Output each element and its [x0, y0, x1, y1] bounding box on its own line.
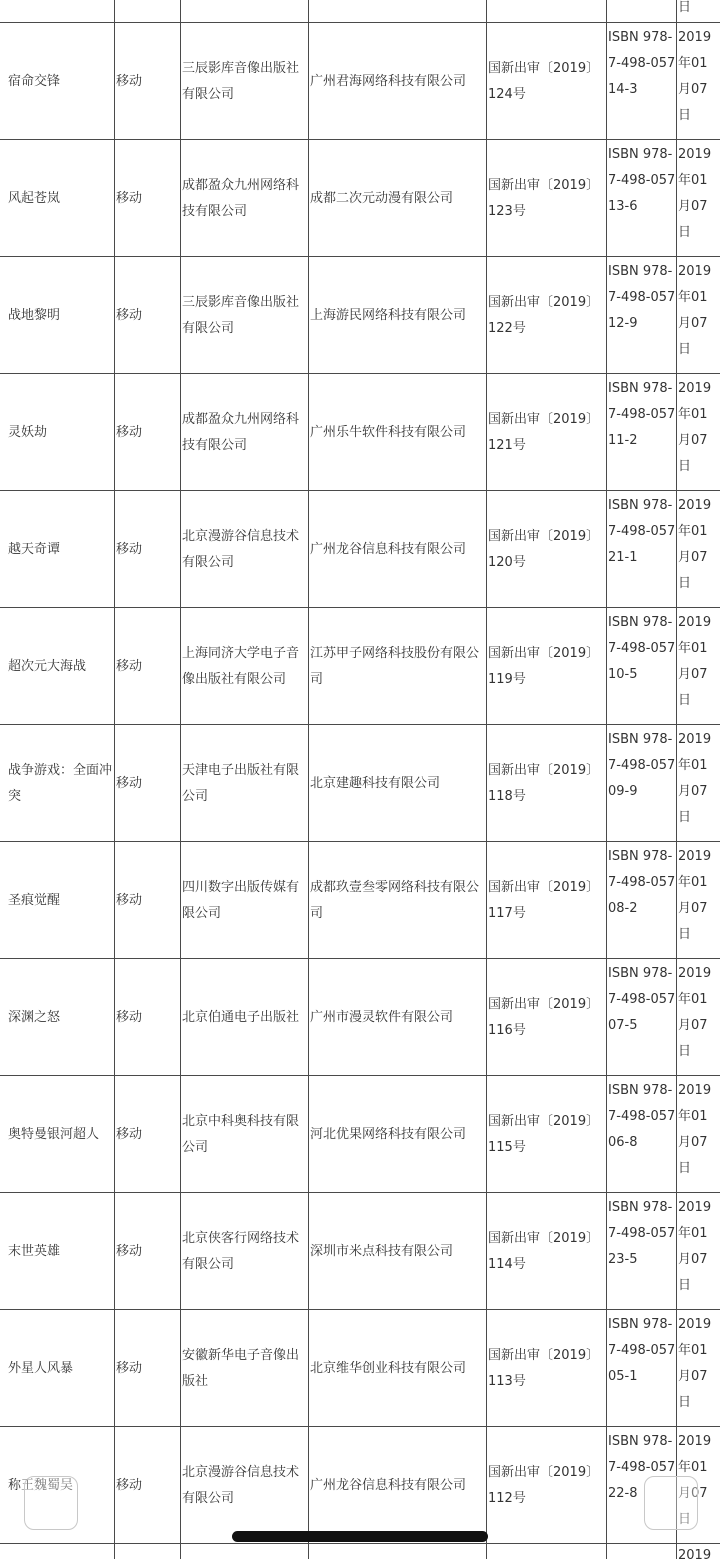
approval-number-cell-text: 国新出审〔2019〕113号 — [488, 1347, 600, 1389]
approval-date-cell — [678, 842, 720, 959]
platform-cell — [116, 23, 180, 140]
isbn-cell-text: ISBN 978-7-498-05714-3 — [608, 30, 676, 97]
approval-date-cell-text: 2019年01月07日 — [678, 1083, 712, 1176]
isbn-cell — [608, 491, 676, 608]
platform-cell — [116, 374, 180, 491]
table-row — [0, 1193, 720, 1310]
operator-cell — [310, 257, 486, 374]
publisher-cell-text: 四川数字出版传媒有限公司 — [182, 879, 300, 921]
game-name-cell — [8, 1310, 114, 1427]
game-name-cell — [8, 725, 114, 842]
table-row — [0, 725, 720, 842]
approval-number-cell-text: 国新出审〔2019〕117号 — [488, 879, 600, 921]
approval-date-cell — [678, 1193, 720, 1310]
isbn-cell — [608, 257, 676, 374]
operator-cell — [310, 23, 486, 140]
game-name-cell-text: 战地黎明 — [8, 307, 61, 323]
publisher-cell — [182, 257, 306, 374]
operator-cell — [310, 491, 486, 608]
row-divider — [0, 1543, 720, 1544]
platform-cell — [116, 491, 180, 608]
operator-cell-text: 广州乐牛软件科技有限公司 — [310, 424, 467, 440]
platform-cell-text: 移动 — [116, 1126, 143, 1142]
table-row — [0, 1427, 720, 1544]
approval-date-cell-text: 2019年01月07日 — [678, 849, 712, 942]
table-row — [0, 608, 720, 725]
platform-cell — [116, 842, 180, 959]
operator-cell-text: 广州君海网络科技有限公司 — [310, 73, 467, 89]
approval-number-cell — [488, 1193, 606, 1310]
operator-cell — [310, 1310, 486, 1427]
table-row — [0, 23, 720, 140]
approval-date-cell-text: 2019年01月07日 — [678, 264, 712, 357]
isbn-cell-text: ISBN 978-7-498-05723-5 — [608, 1200, 676, 1267]
platform-cell-text: 移动 — [116, 658, 143, 674]
operator-cell-text: 成都二次元动漫有限公司 — [310, 190, 454, 206]
platform-cell-text: 移动 — [116, 1243, 143, 1259]
publisher-cell-text: 安徽新华电子音像出版社 — [182, 1347, 300, 1389]
approval-number-cell — [488, 725, 606, 842]
isbn-cell — [608, 725, 676, 842]
isbn-cell — [608, 1310, 676, 1427]
approval-number-cell — [488, 491, 606, 608]
approval-date-cell — [678, 23, 720, 140]
approval-number-cell-text: 国新出审〔2019〕115号 — [488, 1113, 600, 1155]
platform-cell — [116, 1427, 180, 1544]
table-row — [0, 374, 720, 491]
approval-date-cell — [678, 608, 720, 725]
approval-date-cell — [678, 959, 720, 1076]
publisher-cell — [182, 1076, 306, 1193]
isbn-cell-text: ISBN 978-7-498-05710-5 — [608, 615, 676, 682]
publisher-cell-text: 北京中科奥科技有限公司 — [182, 1113, 300, 1155]
publisher-cell-text: 三辰影库音像出版社有限公司 — [182, 60, 300, 102]
isbn-cell-text: ISBN 978-7-498-05713-6 — [608, 147, 676, 214]
publisher-cell — [182, 140, 306, 257]
platform-cell-text: 移动 — [116, 190, 143, 206]
operator-cell — [310, 140, 486, 257]
approval-number-cell-text: 国新出审〔2019〕112号 — [488, 1464, 600, 1506]
operator-cell — [310, 608, 486, 725]
approval-date-cell — [678, 140, 720, 257]
publisher-cell — [182, 23, 306, 140]
platform-cell-text: 移动 — [116, 541, 143, 557]
game-name-cell — [8, 959, 114, 1076]
approval-date-cell-text: 2019年01月07日 — [678, 615, 712, 708]
game-name-cell-text: 外星人风暴 — [8, 1360, 74, 1376]
isbn-cell — [608, 842, 676, 959]
approval-number-cell-text: 国新出审〔2019〕119号 — [488, 645, 600, 687]
operator-cell — [310, 725, 486, 842]
publisher-cell — [182, 374, 306, 491]
isbn-cell — [608, 374, 676, 491]
platform-cell-text: 移动 — [116, 1477, 143, 1493]
partial-date-cell: 2019 — [678, 1548, 712, 1559]
platform-cell-text: 移动 — [116, 73, 143, 89]
publisher-cell — [182, 842, 306, 959]
approval-date-cell-text: 2019年01月07日 — [678, 30, 712, 123]
game-name-cell-text: 奥特曼银河超人 — [8, 1126, 100, 1142]
approval-number-cell-text: 国新出审〔2019〕121号 — [488, 411, 600, 453]
game-name-cell — [8, 1076, 114, 1193]
isbn-cell-text: ISBN 978-7-498-05708-2 — [608, 849, 676, 916]
game-name-cell — [8, 257, 114, 374]
isbn-cell — [608, 959, 676, 1076]
approval-date-cell-text: 2019年01月07日 — [678, 498, 712, 591]
partial-date-cell: 日 — [678, 0, 692, 15]
floating-menu-button[interactable] — [644, 1476, 698, 1530]
game-name-cell — [8, 23, 114, 140]
operator-cell — [310, 842, 486, 959]
publisher-cell — [182, 959, 306, 1076]
approval-date-cell-text: 2019年01月07日 — [678, 381, 712, 474]
publisher-cell-text: 成都盈众九州网络科技有限公司 — [182, 177, 300, 219]
publisher-cell — [182, 491, 306, 608]
publisher-cell — [182, 1193, 306, 1310]
operator-cell — [310, 1076, 486, 1193]
game-name-cell — [8, 1193, 114, 1310]
approval-date-cell — [678, 725, 720, 842]
isbn-cell — [608, 1193, 676, 1310]
operator-cell-text: 北京建趣科技有限公司 — [310, 775, 441, 791]
platform-cell — [116, 725, 180, 842]
isbn-cell-text: ISBN 978-7-498-05712-9 — [608, 264, 676, 331]
approval-number-cell — [488, 1427, 606, 1544]
operator-cell-text: 广州龙谷信息科技有限公司 — [310, 541, 467, 557]
publisher-cell — [182, 608, 306, 725]
approval-number-cell-text: 国新出审〔2019〕116号 — [488, 996, 600, 1038]
approval-number-cell — [488, 1076, 606, 1193]
approval-number-cell-text: 国新出审〔2019〕122号 — [488, 294, 600, 336]
game-name-cell-text: 越天奇谭 — [8, 541, 61, 557]
publisher-cell — [182, 725, 306, 842]
platform-cell — [116, 608, 180, 725]
table-row — [0, 257, 720, 374]
publisher-cell-text: 三辰影库音像出版社有限公司 — [182, 294, 300, 336]
platform-cell-text: 移动 — [116, 892, 143, 908]
approval-number-cell — [488, 374, 606, 491]
approval-date-cell-text: 2019年01月07日 — [678, 1317, 712, 1410]
approval-number-cell-text: 国新出审〔2019〕123号 — [488, 177, 600, 219]
platform-cell-text: 移动 — [116, 1009, 143, 1025]
isbn-cell-text: ISBN 978-7-498-05706-8 — [608, 1083, 676, 1150]
game-name-cell-text: 称王魏蜀吴 — [8, 1477, 74, 1493]
publisher-cell — [182, 1427, 306, 1544]
operator-cell — [310, 1193, 486, 1310]
publisher-cell-text: 天津电子出版社有限公司 — [182, 762, 300, 804]
operator-cell — [310, 374, 486, 491]
approval-number-cell — [488, 608, 606, 725]
operator-cell — [310, 1427, 486, 1544]
platform-cell — [116, 1193, 180, 1310]
isbn-cell — [608, 608, 676, 725]
approval-date-cell-text: 2019年01月07日 — [678, 966, 712, 1059]
approval-number-cell-text: 国新出审〔2019〕120号 — [488, 528, 600, 570]
isbn-cell-text: ISBN 978-7-498-05709-9 — [608, 732, 676, 799]
approval-number-cell-text: 国新出审〔2019〕124号 — [488, 60, 600, 102]
table-row — [0, 959, 720, 1076]
approval-date-cell-text: 2019年01月07日 — [678, 147, 712, 240]
platform-cell-text: 移动 — [116, 775, 143, 791]
table-row — [0, 491, 720, 608]
platform-cell-text: 移动 — [116, 424, 143, 440]
game-name-cell — [8, 608, 114, 725]
operator-cell-text: 深圳市米点科技有限公司 — [310, 1243, 454, 1259]
isbn-cell — [608, 23, 676, 140]
isbn-cell — [608, 1076, 676, 1193]
floating-back-button[interactable] — [24, 1476, 78, 1530]
game-name-cell — [8, 140, 114, 257]
isbn-cell-text: ISBN 978-7-498-05705-1 — [608, 1317, 676, 1384]
approval-date-cell-text: 2019年01月07日 — [678, 1200, 712, 1293]
isbn-cell-text: ISBN 978-7-498-05711-2 — [608, 381, 676, 448]
approval-number-cell — [488, 959, 606, 1076]
approval-date-cell — [678, 1076, 720, 1193]
approval-number-cell-text: 国新出审〔2019〕114号 — [488, 1230, 600, 1272]
game-name-cell-text: 末世英雄 — [8, 1243, 61, 1259]
approval-number-cell — [488, 1310, 606, 1427]
platform-cell — [116, 1310, 180, 1427]
publisher-cell — [182, 1310, 306, 1427]
game-name-cell — [8, 374, 114, 491]
operator-cell-text: 上海游民网络科技有限公司 — [310, 307, 467, 323]
game-name-cell-text: 深渊之怒 — [8, 1009, 61, 1025]
approval-date-cell — [678, 1310, 720, 1427]
platform-cell-text: 移动 — [116, 307, 143, 323]
game-name-cell — [8, 491, 114, 608]
platform-cell-text: 移动 — [116, 1360, 143, 1376]
approval-date-cell-text: 2019年01月07日 — [678, 732, 712, 825]
isbn-cell — [608, 140, 676, 257]
approval-date-cell — [678, 257, 720, 374]
game-name-cell-text: 灵妖劫 — [8, 424, 48, 440]
publisher-cell-text: 北京漫游谷信息技术有限公司 — [182, 528, 300, 570]
approval-date-cell-text: 2019年01月07日 — [678, 1434, 712, 1527]
game-name-cell-text: 超次元大海战 — [8, 658, 87, 674]
approval-number-cell — [488, 140, 606, 257]
isbn-cell-text: ISBN 978-7-498-05722-8 — [608, 1434, 676, 1501]
platform-cell — [116, 959, 180, 1076]
game-name-cell-text: 战争游戏：全面冲突 — [8, 762, 113, 804]
operator-cell-text: 北京维华创业科技有限公司 — [310, 1360, 467, 1376]
publisher-cell-text: 北京漫游谷信息技术有限公司 — [182, 1464, 300, 1506]
publisher-cell-text: 上海同济大学电子音像出版社有限公司 — [182, 645, 300, 687]
platform-cell — [116, 257, 180, 374]
approval-number-cell — [488, 842, 606, 959]
operator-cell — [310, 959, 486, 1076]
approval-number-cell — [488, 257, 606, 374]
isbn-cell-text: ISBN 978-7-498-05707-5 — [608, 966, 676, 1033]
game-name-cell — [8, 842, 114, 959]
platform-cell — [116, 1076, 180, 1193]
operator-cell-text: 河北优果网络科技有限公司 — [310, 1126, 467, 1142]
home-indicator[interactable] — [232, 1531, 488, 1542]
publisher-cell-text: 北京侠客行网络技术有限公司 — [182, 1230, 300, 1272]
operator-cell-text: 广州市漫灵软件有限公司 — [310, 1009, 454, 1025]
table-row — [0, 140, 720, 257]
approval-number-cell — [488, 23, 606, 140]
publisher-cell-text: 北京伯通电子出版社 — [182, 1009, 300, 1025]
operator-cell-text: 江苏甲子网络科技股份有限公司 — [310, 645, 480, 687]
table-row — [0, 1310, 720, 1427]
operator-cell-text: 广州龙谷信息科技有限公司 — [310, 1477, 467, 1493]
approval-date-cell — [678, 374, 720, 491]
approval-number-cell-text: 国新出审〔2019〕118号 — [488, 762, 600, 804]
platform-cell — [116, 140, 180, 257]
table-row — [0, 842, 720, 959]
publisher-cell-text: 成都盈众九州网络科技有限公司 — [182, 411, 300, 453]
operator-cell-text: 成都玖壹叁零网络科技有限公司 — [310, 879, 480, 921]
game-name-cell-text: 圣痕觉醒 — [8, 892, 61, 908]
approval-date-cell — [678, 491, 720, 608]
table-row — [0, 1076, 720, 1193]
game-name-cell-text: 风起苍岚 — [8, 190, 61, 206]
isbn-cell-text: ISBN 978-7-498-05721-1 — [608, 498, 676, 565]
game-name-cell-text: 宿命交锋 — [8, 73, 61, 89]
